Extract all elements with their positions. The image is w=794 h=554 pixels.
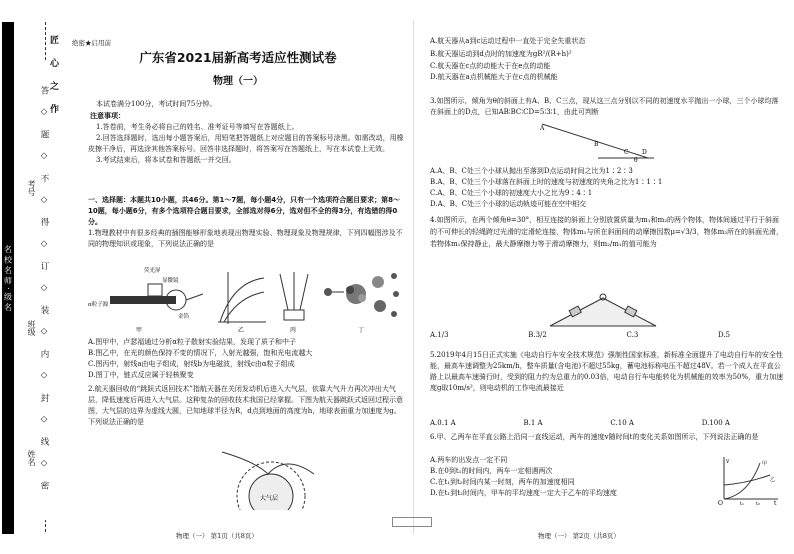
q2-options xyxy=(430,36,784,83)
q5-stem: 5.2019年4月15日正式实施《电动自行车安全技术规范》强制性国家标准，新标准全面提升了电动自行车的安全性能，最高车速调整为25km/h，整车质量(含电池)不超过55kg，蓄电池标称电压不超过48V。若一个成人在平直公路上以最高车速骑行时，受到的阻力约为总重力的0.03倍，电动自行车电能转化为机械能的效率为50%，重力加速度g取10m/s²，则电动机的工作电流最接近 xyxy=(430,351,784,392)
fig-label-yi: 乙 xyxy=(238,327,245,334)
left-footer: 物理（一） 第1页（共8页） xyxy=(176,532,258,540)
fig-q6-jia: 甲 xyxy=(762,461,768,467)
note-1: 1.答卷前，考生务必将自己的姓名、准考证号等填写在答题纸上。 xyxy=(96,123,299,131)
section-1-header: 一、选择题：本题共10小题，共46分。第1～7题，每小题4分，只有一个选项符合题目要求；第8～10题，每小题6分，有多个选项符合题目要求，全部选对得6分，选对但不全的得3分，有选错的得0分。 xyxy=(88,196,400,226)
q1-option-d: D.图丁中，链式反应属于轻核聚变 xyxy=(88,371,194,379)
figure-jia xyxy=(88,266,203,334)
fig-q6-t1: t₁ xyxy=(740,501,745,505)
q1-option-a: A.图甲中，卢瑟福通过分析α粒子散射实验结果，发现了质子和中子 xyxy=(88,338,297,346)
note-2: 2.回答选择题时，选出每小题答案后，用铅笔把答题纸上对应题目的答案标号涂黑。如需改动，用橡皮擦干净后，再选涂其他答案标号。回答非选择题时，将答案写在答题纸上，写在本试卷上无效。 xyxy=(88,134,404,153)
q4-option-d: D.5 xyxy=(717,331,730,339)
notes-title: 注意事项： xyxy=(90,112,125,120)
q4-option-c: C.3 xyxy=(626,331,639,339)
q2-option-d: D.航天器在a点机械能大于在c点的机械能 xyxy=(430,73,558,81)
q1-stem: 1.物理教材中有很多经典的插图能够形象地表现出物理实验、物理现象及物理规律，下列四幅图涉及不同的物理知识或现象，下列说法正确的是 xyxy=(88,229,403,248)
exam-no-label: 考号 xyxy=(27,180,36,196)
q3-option-a: A.A、B、C处三个小球从抛出至落到D点运动时间之比为1∶2∶3 xyxy=(430,167,633,175)
fig-word-foil: 金箔 xyxy=(178,314,190,320)
q3-stem: 3.如图所示，倾角为θ的斜面上有A、B、C三点，现从这三点分别以不同的初速度水平抛出一小球，三个小球均落在斜面上的D点，已知AB∶BC∶CD=5∶3∶1，由此可判断 xyxy=(430,97,779,116)
fig-q3-b: B xyxy=(594,141,599,148)
fig-q3-theta: θ xyxy=(634,157,638,162)
page-right xyxy=(418,0,788,554)
q6-stem: 6.甲、乙两车在平直公路上沿同一直线运动，两车的速度v随时间t的变化关系如图所示，下列说法正确的是 xyxy=(430,433,759,441)
binding-margin xyxy=(0,0,62,554)
fig-q6-v: v xyxy=(726,458,730,465)
q4-options xyxy=(430,330,730,341)
fig-q3-a: A xyxy=(540,125,545,132)
q5-option-b: B.1 A xyxy=(523,419,543,427)
q1-figures xyxy=(88,262,406,334)
q1-options xyxy=(88,337,406,381)
school-bar xyxy=(2,22,14,534)
figure-ding xyxy=(324,273,399,334)
class-label: 班级 xyxy=(27,320,36,336)
exam-title: 广东省2021届新高考适应性测试卷 xyxy=(139,50,337,65)
fig-q3-c: C xyxy=(624,149,629,156)
figure-yi xyxy=(218,272,266,334)
fig-q6-yi: 乙 xyxy=(770,477,776,483)
exam-subtitle: 物理（一） xyxy=(213,76,263,87)
right-footer: 物理（一） 第2页（共8页） xyxy=(538,532,620,540)
fig-q3-d: D xyxy=(642,149,647,156)
q4-option-b: B.3/2 xyxy=(528,331,547,339)
q3-figure xyxy=(538,118,658,162)
q2-option-b: B.航天器运动到d点时的加速度为gR²/(R+h)² xyxy=(430,50,572,58)
q6-option-c: C.在t₁到t₂时间内某一时刻，两车的加速度相同 xyxy=(430,478,575,486)
q2-figure xyxy=(216,444,326,510)
intro-text: 本试卷满分100分，考试时间75分钟。 xyxy=(96,100,217,108)
fig-label-jia: 甲 xyxy=(136,327,143,334)
confidential-mark: 绝密★启用前 xyxy=(72,39,111,47)
fig-label-bing: 丙 xyxy=(290,327,297,334)
q3-option-c: C.A、B、C处三个小球的初速度大小之比为9∶4∶1 xyxy=(430,189,593,197)
school-bar-text: 名 校 名 师 · 级 名 xyxy=(3,245,13,311)
page-left xyxy=(66,0,410,554)
q5-options xyxy=(430,418,730,429)
q3-option-d: D.A、B、C处三个小球的运动轨迹可能在空中相交 xyxy=(430,200,587,208)
q3-option-b: B.A、B、C处三个小球落在斜面上时的速度与初速度的夹角之比为1∶1∶1 xyxy=(430,178,663,186)
q5-option-a: A.0.1 A xyxy=(430,419,456,427)
q6-option-d: D.在t₁到t₂时间内，甲车的平均速度一定大于乙车的平均速度 xyxy=(430,489,617,497)
fig-word-screen: 荧光屏 xyxy=(144,268,161,274)
q1-option-b: B.图乙中，在光的颜色保持不变的情况下，入射光越强，饱和光电流越大 xyxy=(88,349,313,357)
figure-bing xyxy=(280,272,308,334)
q4-figure xyxy=(548,292,658,328)
q1-option-c: C.图丙中，射线a由电子组成，射线b为电磁波，射线c由α粒子组成 xyxy=(88,360,295,368)
q5-option-c: C.10 A xyxy=(610,419,634,427)
note-3: 3.考试结束后，将本试卷和答题纸一并交回。 xyxy=(96,156,236,164)
q6-options xyxy=(430,455,720,499)
fig-q6-o: O xyxy=(718,500,723,505)
q3-options xyxy=(430,166,784,210)
q5-option-d: D.100 A xyxy=(701,419,730,427)
q6-figure xyxy=(718,455,780,505)
seal-top-text: 匠心之作 xyxy=(48,35,58,127)
q2-stem: 2.航天器回收的“跳跃式返回技术”指航天器在关闭发动机后进入大气层，依靠大气升力再次冲出大气层，降低速度后再进入大气层。这种复杂的回收技术我国已经掌握。下图为航天器跳跃式返回过程示意图，大气层的边界为虚线大圆，已知地球半径为R，d点到地面的高度为h，地球表面重力加速度为g。下列说法正确的是 xyxy=(88,385,403,426)
fig-word-source: α粒子源 xyxy=(88,302,109,308)
q4-stem: 4.如图所示，在两个倾角θ=30°，相互连接的斜面上分别放置质量为m₁和m₂的两个物体，物体间通过平行于斜面的不可伸长的轻绳跨过光滑的定滑轮连接，物体m₁与所在斜面间的动摩擦因数μ=√3/3，物体m₂所在的斜面光滑，若物体m₁保持静止，最大静摩擦力等于滑动摩擦力，则m₂/m₁的值可能为 xyxy=(430,216,784,248)
page-divider xyxy=(413,20,414,534)
q6-option-b: B.在0到t₁的时间内，两车一定相遇两次 xyxy=(430,467,553,475)
q6-option-a: A.两车的出发点一定不同 xyxy=(430,456,508,464)
fig-label-atmosphere: 大气层 xyxy=(260,495,279,502)
fig-label-ding: 丁 xyxy=(358,327,365,334)
name-label: 姓名 xyxy=(27,450,36,466)
fig-q6-t: t xyxy=(774,500,777,505)
q4-option-a: A.1/3 xyxy=(430,331,449,339)
fig-q6-t2: t₂ xyxy=(756,501,761,505)
seal-dash-text: 答 ◇ 题 ◇ 不 ◇ 得 ◇ 订 ◇ 装 ◇ 内 ◇ 封 ◇ 线 ◇ 密 xyxy=(39,60,49,520)
notes-list xyxy=(88,122,406,166)
q2-option-a: A.航天器从a到c运动过程中一直处于完全失重状态 xyxy=(430,37,586,45)
fig-word-microscope: 显微镜 xyxy=(162,278,179,284)
q2-option-c: C.航天器在c点的动能大于在e点的动能 xyxy=(430,62,551,70)
